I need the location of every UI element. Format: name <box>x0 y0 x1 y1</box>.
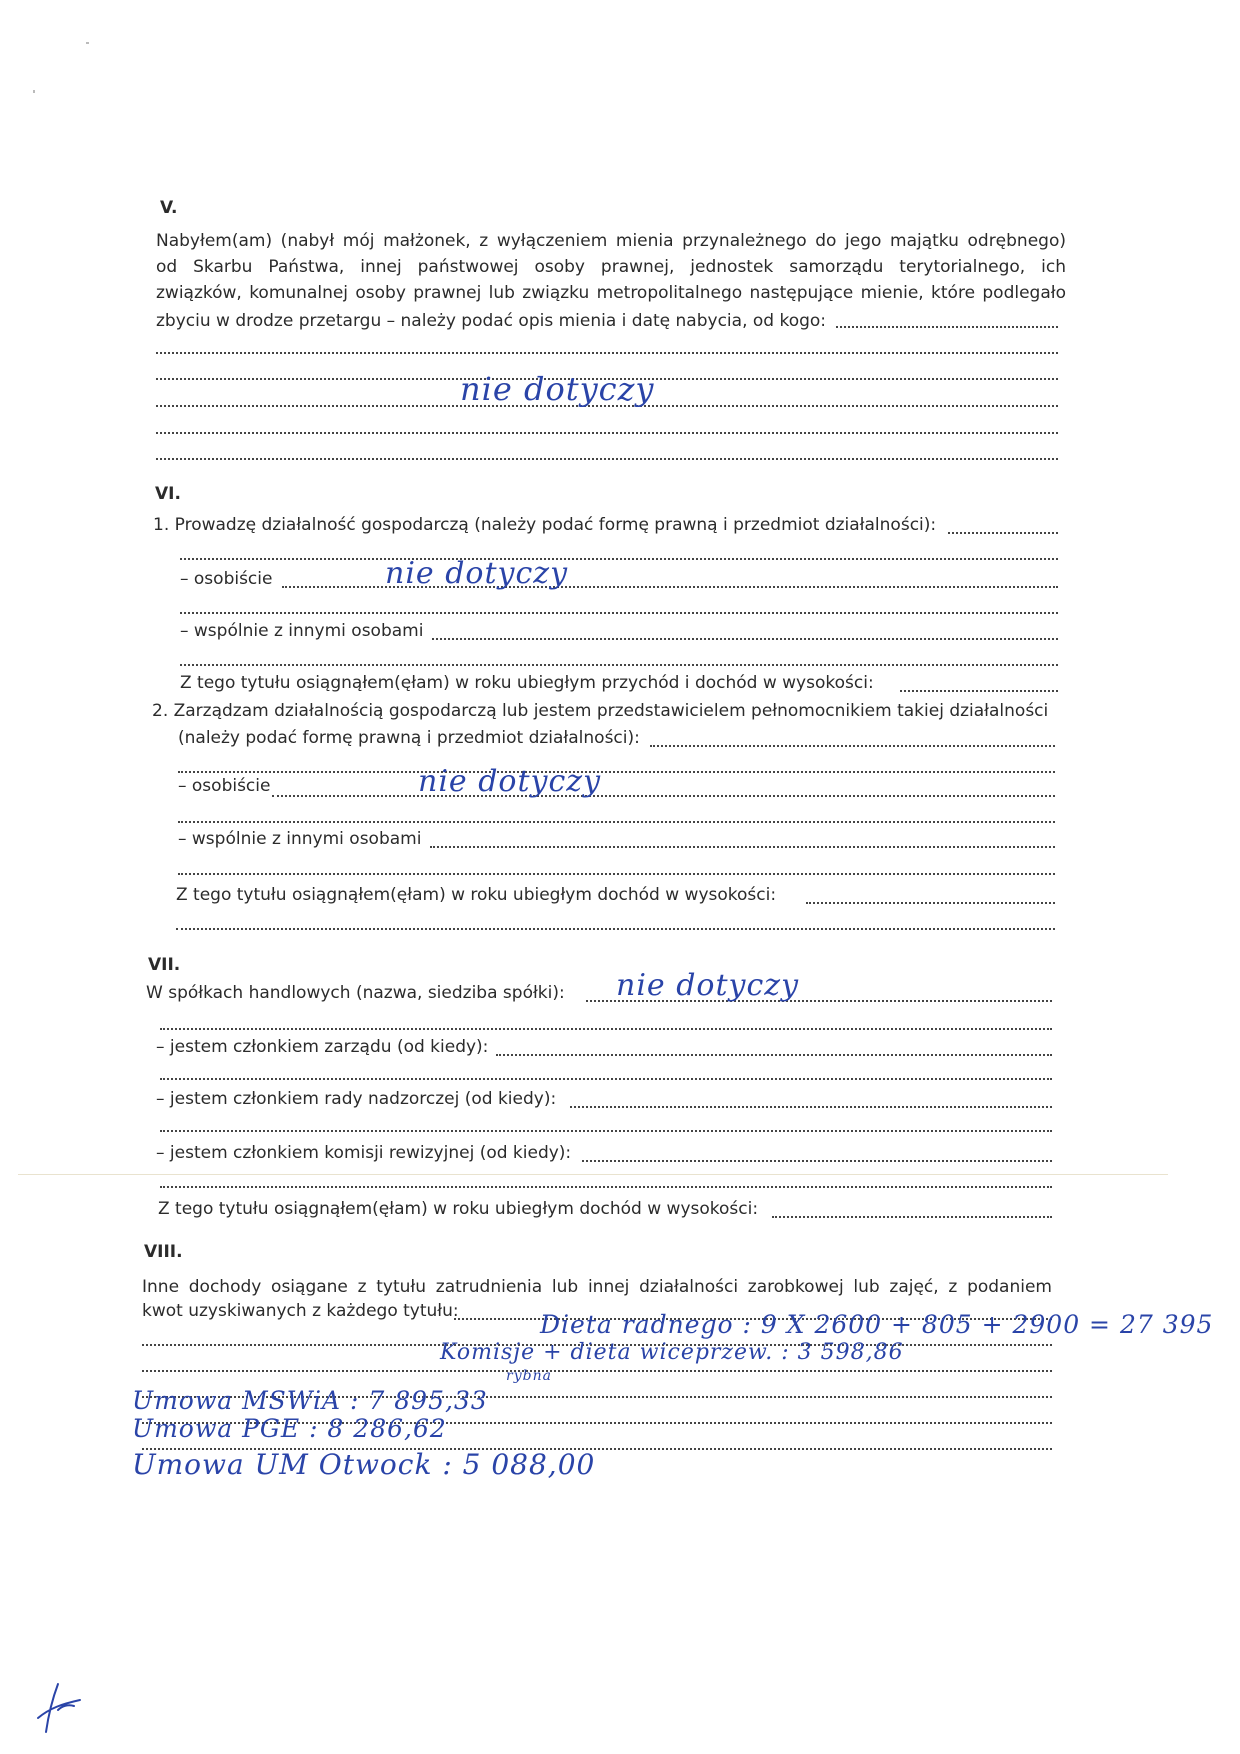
scan-mark <box>86 42 89 44</box>
section-v-line-4: zbyciu w drodze przetargu – należy podać opis mienia i datę nabycia, od kogo: <box>156 311 827 331</box>
vi-item1: 1. Prowadzę działalność gospodarczą (należy podać formę prawną i przedmiot działalności): <box>153 515 937 535</box>
answer-line[interactable] <box>178 771 1055 773</box>
vii-board: – jestem członkiem zarządu (od kiedy): <box>156 1037 489 1057</box>
scan-fold-line <box>18 1174 1168 1175</box>
vii-audit: – jestem członkiem komisji rewizyjnej (od kiedy): <box>156 1143 572 1163</box>
answer-line[interactable] <box>900 690 1058 692</box>
section-v-heading: V. <box>160 198 178 218</box>
answer-line[interactable] <box>180 558 1058 560</box>
handwritten-answer-vii: nie dotyczy <box>616 968 800 1003</box>
viii-line1: Inne dochody osiągane z tytułu zatrudnienia lub innej działalności zarobkowej lub zajęć, z podaniem <box>142 1277 1052 1297</box>
answer-line[interactable] <box>432 638 1058 640</box>
section-v-text <box>156 228 1066 306</box>
vii-companies: W spółkach handlowych (nazwa, siedziba spółki): <box>146 983 565 1003</box>
answer-line[interactable] <box>272 795 1055 797</box>
section-viii-heading: VIII. <box>144 1242 183 1262</box>
answer-line[interactable] <box>948 532 1058 534</box>
vi-item2-joint: – wspólnie z innymi osobami <box>178 829 422 849</box>
answer-line[interactable] <box>156 458 1058 460</box>
vi-item1-joint: – wspólnie z innymi osobami <box>180 621 424 641</box>
answer-line[interactable] <box>772 1216 1052 1218</box>
section-v-line: Nabyłem(am) (nabył mój małżonek, z wyłączeniem mienia przynależnego do jego majątku odrębnego) <box>156 231 1066 251</box>
answer-line[interactable] <box>156 432 1058 434</box>
handwritten-answer-vi2: nie dotyczy <box>418 764 602 799</box>
section-vi-heading: VI. <box>155 484 181 504</box>
answer-line[interactable] <box>180 612 1058 614</box>
answer-line[interactable] <box>178 873 1055 875</box>
vi-item2-line2: (należy podać formę prawną i przedmiot działalności): <box>178 728 640 748</box>
section-v-line: od Skarbu Państwa, innej państwowej osoby prawnej, jednostek samorządu terytorialnego, ich <box>156 257 1066 277</box>
answer-line[interactable] <box>836 326 1058 328</box>
vii-supervisory: – jestem członkiem rady nadzorczej (od kiedy): <box>156 1089 557 1109</box>
vi-item2-line1: 2. Zarządzam działalnością gospodarczą lub jestem przedstawicielem pełnomocnikiem takiej działalności <box>152 701 1049 721</box>
answer-line[interactable] <box>496 1054 1052 1056</box>
answer-line[interactable] <box>156 352 1058 354</box>
answer-line[interactable] <box>160 1186 1052 1188</box>
answer-line[interactable] <box>160 1130 1052 1132</box>
answer-line[interactable] <box>570 1106 1052 1108</box>
vi-item2-personal: – osobiście <box>178 776 271 796</box>
signature-initials <box>28 1670 88 1740</box>
handwritten-answer-vi1: nie dotyczy <box>385 556 569 591</box>
handwritten-answer-v: nie dotyczy <box>460 370 655 408</box>
handwritten-income-3: Umowa MSWiA : 7 895,33 <box>132 1386 488 1415</box>
vi-item1-personal: – osobiście <box>180 569 273 589</box>
vi-item1-income: Z tego tytułu osiągnąłem(ęłam) w roku ubiegłym przychód i dochód w wysokości: <box>180 673 874 693</box>
answer-line[interactable] <box>178 821 1055 823</box>
vii-income: Z tego tytułu osiągnąłem(ęłam) w roku ubiegłym dochód w wysokości: <box>158 1199 759 1219</box>
handwritten-income-2: Komisje + dieta wiceprzew. : 3 598,86 <box>440 1340 904 1365</box>
handwritten-income-5: Umowa UM Otwock : 5 088,00 <box>132 1448 596 1481</box>
answer-line[interactable] <box>582 1160 1052 1162</box>
answer-line[interactable] <box>160 1028 1052 1030</box>
handwritten-income-4: Umowa PGE : 8 286,62 <box>132 1414 447 1443</box>
vi-item2-income: Z tego tytułu osiągnąłem(ęłam) w roku ubiegłym dochód w wysokości: <box>176 885 777 905</box>
answer-line[interactable] <box>650 745 1055 747</box>
scan-mark <box>33 90 35 93</box>
answer-line[interactable] <box>142 1370 1052 1372</box>
handwritten-income-2-note: rybna <box>506 1368 552 1384</box>
section-v-line: związków, komunalnej osoby prawnej lub związku metropolitalnego następujące mienie, które podlegało <box>156 283 1066 303</box>
answer-line[interactable] <box>806 902 1055 904</box>
answer-line[interactable] <box>176 928 1055 930</box>
answer-line[interactable] <box>180 664 1058 666</box>
viii-line2: kwot uzyskiwanych z każdego tytułu: <box>142 1301 459 1321</box>
answer-line[interactable] <box>430 846 1055 848</box>
answer-line[interactable] <box>160 1078 1052 1080</box>
section-vii-heading: VII. <box>148 955 181 975</box>
handwritten-income-1: Dieta radnego : 9 X 2600 + 805 + 2900 = 27 395 <box>540 1310 1214 1339</box>
